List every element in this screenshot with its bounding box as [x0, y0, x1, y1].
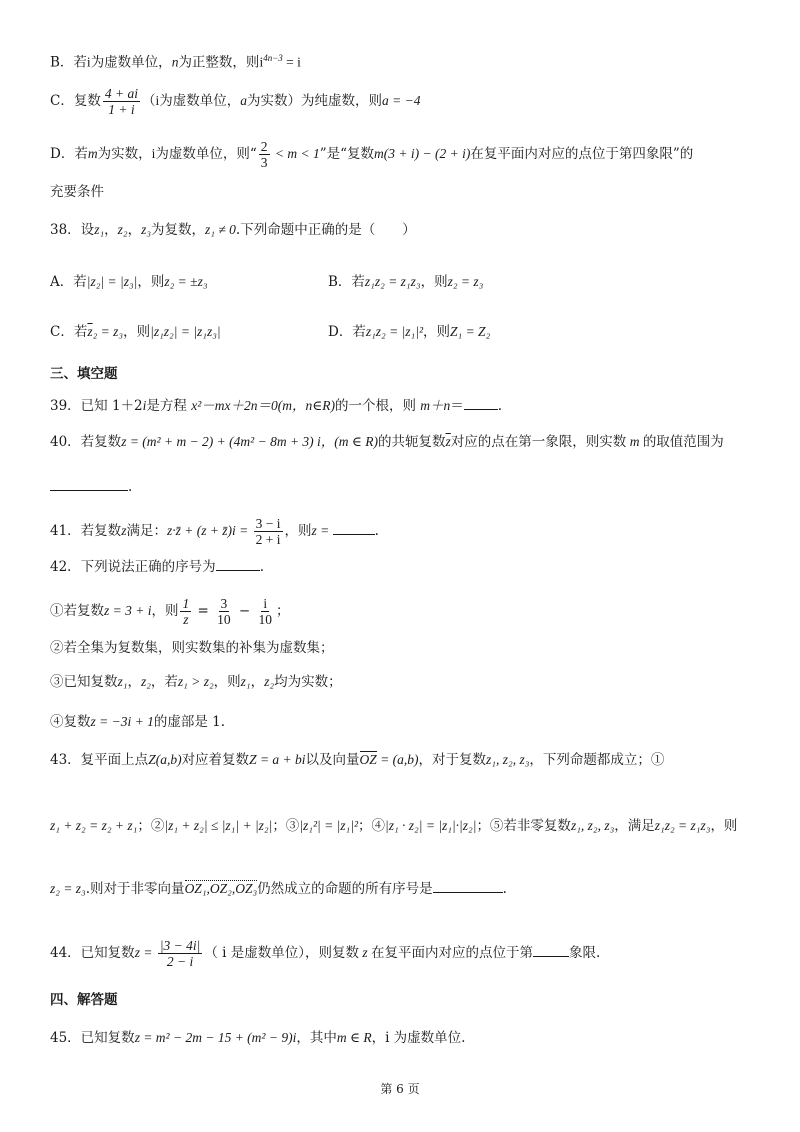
fraction: $\frac{2}{3}$ — [260, 139, 268, 170]
q38-option-c: C．若$\overline{z}_2 = z_3$，则|z₁z₂| = |z₁z₃| — [50, 324, 221, 340]
q41: 41．若复数z满足：z·z̄ + (z + z̄)i = $\frac{3 - i}{2 + i}$ ，则z = . — [50, 516, 379, 547]
q38-option-b: B．若z₁z₂ = z₁z₃，则z₂ = z₃ — [328, 274, 484, 290]
q37-option-b: B．若i为虚数单位，n为正整数，则$i^{4n-3} = i$ — [50, 53, 301, 71]
answer-blank[interactable] — [216, 556, 260, 571]
fraction: $\frac{3 - i}{2 + i}$ — [255, 516, 281, 547]
answer-blank[interactable] — [533, 942, 569, 957]
fraction: $\frac{1}{z}$ — [182, 596, 190, 627]
q43-line-1: 43．复平面上点Z(a,b)对应着复数Z = a + bi以及向量OZ = (a,b)，对于复数z₁, z₂, z₃，下列命题都成立；① — [50, 752, 665, 768]
q40: 40．若复数z = (m² + m − 2) + (4m² − 8m + 3) i，(m ∈ R)的共轭复数$\overline{z}$对应的点在第一象限，则实数 m 的取值范围为 — [50, 434, 724, 450]
q42-statement-4: ④复数z = −3i + 1的虚部是 1. — [50, 714, 226, 730]
q40-cont: . — [50, 476, 132, 497]
q38-stem: 38．设z₁，z₂，z₃为复数，z₁ ≠ 0.下列命题中正确的是（ ） — [50, 222, 416, 238]
q43-line-2: z₁ + z₂ = z₂ + z₁；②|z₁ + z₂| ≤ |z₁| + |z₂|；③|z₁²| = |z₁|²；④|z₁ · z₂| = |z₁|·|z₂|；⑤若非零复数z₁, z₂, z₃，满足z₁z₂ = z₁z₃，则 — [50, 818, 738, 834]
answer-blank[interactable] — [50, 476, 128, 491]
q37-option-d: D．若m为实数，i为虚数单位，则“ $\frac{2}{3}$ < m < 1”是“复数m(3 + i) − (2 + i)在复平面内对应的点位于第四象限”的 — [50, 139, 694, 170]
q42-statement-2: ②若全集为复数集，则实数集的补集为虚数集； — [50, 640, 334, 656]
q42-statement-3: ③已知复数z₁，z₂，若z₁ > z₂，则z₁，z₂均为实数； — [50, 674, 342, 690]
q44: 44．已知复数z = $\frac{|3 - 4i|}{2 - i}$ （ i 是虚数单位），则复数 z 在复平面内对应的点位于第 象限. — [50, 938, 601, 969]
q45: 45．已知复数z = m² − 2m − 15 + (m² − 9)i，其中m ∈ R，i 为虚数单位. — [50, 1030, 466, 1046]
q37-option-c: C．复数 $\frac{4 + ai}{1 + i}$ （i为虚数单位，a为实数）为纯虚数，则a = −4 — [50, 86, 421, 117]
fraction: $\frac{4 + ai}{1 + i}$ — [104, 86, 138, 117]
q42-statement-1: ①若复数z = 3 + i，则 $\frac{1}{z}$ = $\frac{3}{10}$ − $\frac{i}{10}$ ； — [50, 596, 290, 627]
fraction: $\frac{|3 - 4i|}{2 - i}$ — [159, 938, 201, 969]
section-heading-fill-in: 三、填空题 — [50, 366, 118, 382]
answer-blank[interactable] — [433, 878, 503, 893]
q43-line-3: z₂ = z₃.则对于非零向量OZ₁,OZ₂,OZ₃仍然成立的命题的所有序号是 . — [50, 878, 507, 899]
q42-stem: 42．下列说法正确的序号为 . — [50, 556, 264, 577]
section-heading-solutions: 四、解答题 — [50, 992, 118, 1008]
fraction: $\frac{i}{10}$ — [258, 596, 273, 627]
q37-option-d-cont: 充要条件 — [50, 184, 104, 200]
q38-option-a: A．若|z₂| = |z₃|，则z₂ = ±z₃ — [50, 274, 208, 290]
page-number: 第 6 页 — [380, 1082, 420, 1096]
fraction: $\frac{3}{10}$ — [217, 596, 231, 627]
answer-blank[interactable] — [333, 520, 375, 535]
q38-option-d: D．若z₁z₂ = |z₁|²，则Z₁ = Z₂ — [328, 324, 491, 340]
q39: 39．已知 1＋2i是方程 x²－mx＋2n＝0(m，n∈R)的一个根，则 m＋n＝ . — [50, 395, 502, 416]
answer-blank[interactable] — [464, 395, 498, 410]
